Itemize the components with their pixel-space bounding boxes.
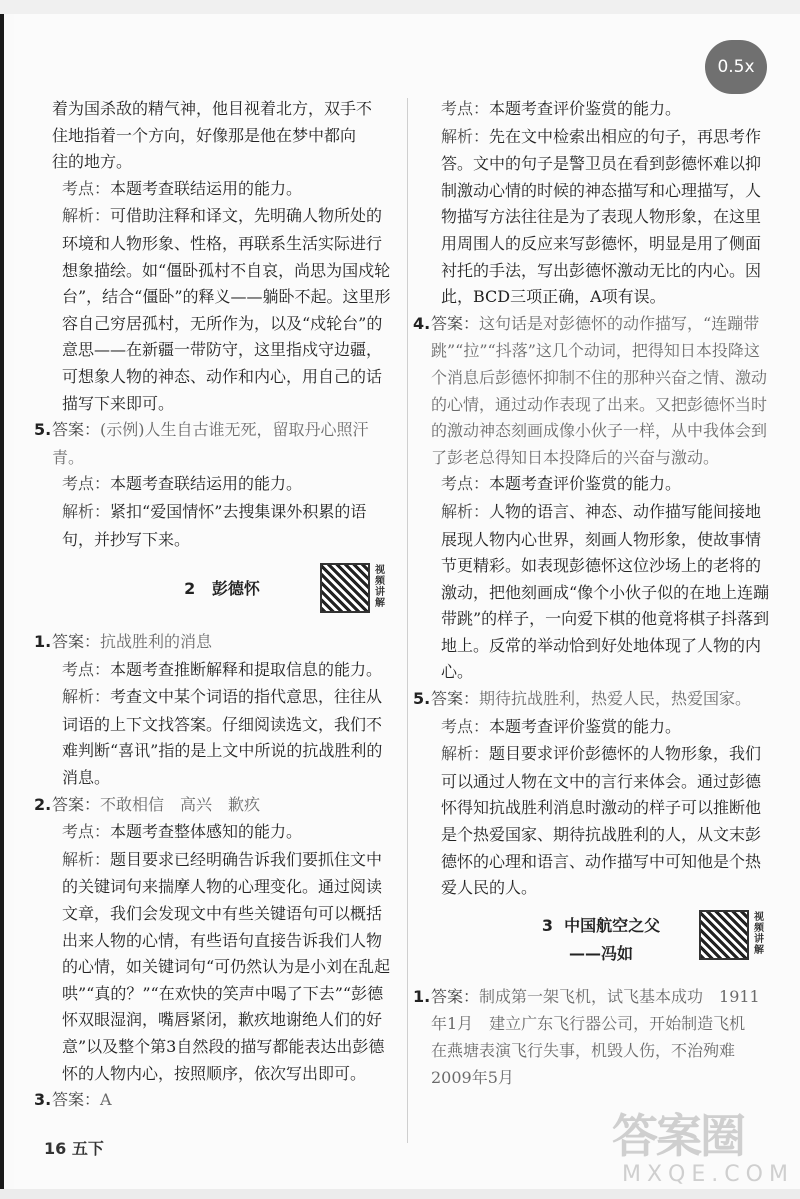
question-number: 5. bbox=[413, 689, 431, 709]
section-title: 中国航空之父 bbox=[564, 915, 661, 935]
kaodian-label: 考点： bbox=[62, 661, 111, 679]
jiexi-label: 解析： bbox=[441, 746, 490, 764]
answer-label: 答案： bbox=[431, 315, 480, 333]
jiexi-label: 解析： bbox=[62, 851, 111, 869]
jiexi-label: 解析： bbox=[62, 689, 111, 707]
left-edge bbox=[0, 14, 4, 1199]
kaodian-line bbox=[431, 714, 771, 742]
answer-label: 答案： bbox=[52, 796, 101, 814]
answer-text: A bbox=[100, 1090, 112, 1110]
answer-label: 答案： bbox=[431, 691, 480, 709]
jiexi-para bbox=[52, 203, 392, 417]
watermark-small: MXQE.COM bbox=[622, 1162, 794, 1187]
jiexi-label: 解析： bbox=[62, 503, 111, 521]
kaodian-label: 考点： bbox=[441, 101, 490, 118]
jiexi-text: 紧扣“爱国情怀”去搜集课外积累的语句，并抄写下来。 bbox=[62, 501, 367, 549]
answer-label: 答案： bbox=[52, 634, 101, 652]
question-4-answer bbox=[413, 311, 771, 472]
question-3-answer bbox=[34, 1087, 392, 1115]
qr-video-label: 视频讲解 bbox=[375, 565, 385, 610]
jiexi-text: 题目要求已经明确告诉我们要抓住文中的关键词句来揣摩人物的心理变化。通过阅读文章，我们会发现文中有些关键语句可以概括出来人物的心情，有些语句直接告诉我们人物的心情，如关键词句“可仍然认为是小刘在乱起哄”“真的？”“在欢快的笑声中喝了下去”“彭德怀双眼湿润，嘴唇紧闭，歉疚地谢绝人们的好意”以及整个第3自然段的描写都能表达出彭德怀的人物内心，按照顺序，依次写出即可。 bbox=[62, 849, 391, 1083]
question-1-answer bbox=[34, 629, 392, 657]
kaodian-text: 本题考查评价鉴赏的能力。 bbox=[489, 99, 682, 118]
question-number: 4. bbox=[413, 313, 431, 333]
jiexi-text: 考查文中某个词语的指代意思，往往从词语的上下文找答案。仔细阅读选文，我们不难判断“喜讯”指的是上文中所说的抗战胜利的消息。 bbox=[62, 687, 383, 788]
kaodian-text: 本题考查推断解释和提取信息的能力。 bbox=[110, 659, 383, 679]
qr-code-icon[interactable] bbox=[320, 563, 370, 613]
page-footer: 16 五下 bbox=[44, 1139, 104, 1158]
section-2-heading bbox=[52, 559, 392, 619]
continued-line: 住地指着一个方向，好像那是他在梦中都向 bbox=[52, 125, 357, 145]
jiexi-para bbox=[431, 741, 771, 902]
jiexi-text: 可借助注释和译文，先明确人物所处的环境和人物形象、性格，再联系生活实际进行想象描绘。如“僵卧孤村不自哀，尚思为国戍轮台”，结合“僵卧”的释义——躺卧不起。这里形容自己穷居孤村，无所作为，以及“戍轮台”的意思——在新疆一带防守，这里指戍守边疆，可想象人物的神态、动作和内心，用自己的话描写下来即可。 bbox=[62, 206, 391, 413]
kaodian-line bbox=[431, 96, 771, 124]
section-title: 彭德怀 bbox=[211, 579, 260, 599]
answer-text: 这句话是对彭德怀的动作描写，“连蹦带跳”“拉”“抖落”这几个动词，把得知日本投降这个消息后彭德怀抑制不住的那种兴奋之情、激动的心情，通过动作表现了出来。又把彭德怀当时的激动神态刻画成像小伙子一样，从中我体会到了彭老总得知日本投降后的兴奋与激动。 bbox=[431, 313, 768, 467]
question-number: 3. bbox=[34, 1090, 52, 1110]
question-number: 5. bbox=[34, 420, 52, 440]
column-divider bbox=[407, 98, 408, 1143]
playback-speed-badge[interactable]: 0.5x bbox=[705, 40, 767, 94]
question-5-answer bbox=[34, 417, 392, 471]
jiexi-para bbox=[431, 124, 771, 311]
jiexi-label: 解析： bbox=[441, 128, 490, 146]
top-bar bbox=[0, 0, 800, 14]
section-number: 2 bbox=[184, 579, 196, 599]
kaodian-text: 本题考查联结运用的能力。 bbox=[110, 474, 303, 494]
section-3-heading bbox=[431, 908, 771, 974]
answer-text: 期待抗战胜利，热爱人民，热爱国家。 bbox=[479, 689, 752, 709]
jiexi-label: 解析： bbox=[62, 208, 111, 226]
kaodian-line bbox=[431, 471, 771, 499]
qr-code-icon[interactable] bbox=[699, 910, 749, 960]
jiexi-para bbox=[52, 499, 392, 553]
continued-line: 往的地方。 bbox=[52, 152, 133, 172]
kaodian-text: 本题考查评价鉴赏的能力。 bbox=[489, 716, 682, 736]
kaodian-line bbox=[52, 471, 392, 499]
question-5-answer bbox=[413, 686, 771, 714]
section-subtitle: ——冯如 bbox=[568, 943, 633, 963]
jiexi-text: 先在文中检索出相应的句子，再思考作答。文中的句子是警卫员在看到彭德怀难以抑制激动心情的时候的神态描写和心理描写，人物描写方法往往是为了表现人物形象，在这里用周围人的反应来写彭德怀，明显是用了侧面衬托的手法，写出彭德怀激动无比的内心。因此，BCD三项正确，A项有误。 bbox=[441, 126, 762, 307]
kaodian-label: 考点： bbox=[62, 180, 111, 198]
section-number: 3 bbox=[541, 915, 553, 935]
right-column bbox=[413, 96, 771, 1091]
jiexi-para bbox=[52, 847, 392, 1087]
continued-line: 着为国杀敌的精气神，他目视着北方，双手不 bbox=[52, 99, 373, 118]
qr-video-label: 视频讲解 bbox=[754, 911, 764, 956]
kaodian-text: 本题考查评价鉴赏的能力。 bbox=[489, 474, 682, 494]
answer-text: (示例)人生自古谁无死，留取丹心照汗青。 bbox=[52, 420, 369, 467]
kaodian-text: 本题考查联结运用的能力。 bbox=[110, 178, 303, 198]
answer-label: 答案： bbox=[52, 1092, 101, 1110]
kaodian-label: 考点： bbox=[441, 718, 490, 736]
question-2-answer bbox=[34, 792, 392, 820]
answer-label: 答案： bbox=[52, 422, 101, 440]
jiexi-text: 人物的语言、神态、动作描写能间接地展现人物内心世界，刻画人物形象，使故事情节更精彩。如表现彭德怀这位沙场上的老将的激动，把他刻画成“像个小伙子似的在地上连蹦带跳”的样子，一向爱下棋的他竟将棋子抖落到地上。反常的举动恰到好处地体现了人物的内心。 bbox=[441, 501, 770, 682]
answer-label: 答案： bbox=[431, 988, 480, 1006]
question-number: 2. bbox=[34, 794, 52, 814]
watermark-logo bbox=[612, 1109, 794, 1192]
question-number: 1. bbox=[413, 986, 431, 1006]
jiexi-text: 题目要求评价彭德怀的人物形象，我们可以通过人物在文中的言行来体会。通过彭德怀得知抗战胜利消息时激动的样子可以推断他是个热爱国家、期待抗战胜利的人，从文末彭德怀的心理和语言、动作描写中可知他是个热爱人民的人。 bbox=[441, 744, 762, 898]
kaodian-line bbox=[52, 819, 392, 847]
jiexi-para bbox=[431, 499, 771, 686]
answer-text: 不敢相信 高兴 歉疚 bbox=[100, 794, 261, 814]
kaodian-label: 考点： bbox=[62, 824, 111, 842]
left-column bbox=[34, 96, 392, 1115]
question-1-answer bbox=[413, 984, 771, 1091]
jiexi-para bbox=[52, 684, 392, 791]
answer-text: 制成第一架飞机，试飞基本成功 1911年1月 建立广东飞行器公司，开始制造飞机 在燕塘表演飞行失事，机毁人伤，不治殉难 2009年5月 bbox=[431, 986, 762, 1087]
kaodian-line bbox=[52, 176, 392, 204]
bottom-bar bbox=[0, 1189, 800, 1199]
kaodian-label: 考点： bbox=[62, 476, 111, 494]
watermark-big: 答案圈 bbox=[612, 1109, 744, 1163]
kaodian-label: 考点： bbox=[441, 476, 490, 494]
kaodian-line bbox=[52, 657, 392, 685]
kaodian-text: 本题考查整体感知的能力。 bbox=[110, 822, 303, 842]
answer-text: 抗战胜利的消息 bbox=[100, 632, 213, 652]
question-number: 1. bbox=[34, 632, 52, 652]
jiexi-label: 解析： bbox=[441, 503, 490, 521]
